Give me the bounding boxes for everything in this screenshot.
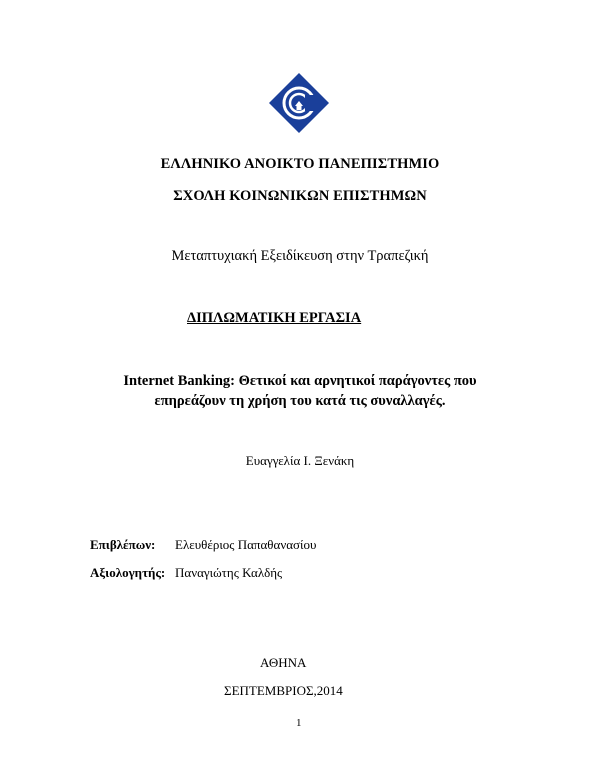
page-number: 1 [296,717,302,729]
examiner-name: Παναγιώτης Καλδής [175,565,283,580]
thesis-title [0,371,600,411]
date: ΣΕΠΤΕΜΒΡΙΟΣ,2014 [224,683,343,698]
university-logo-icon [268,72,330,134]
city: ΑΘΗΝΑ [260,655,307,670]
thesis-title-line-2: επηρεάζουν τη χρήση του κατά τις συναλλαγές. [154,393,446,409]
author-name: Ευαγγελία Ι. Ξενάκη [245,453,355,468]
supervisor-label: Επιβλέπων: [90,537,156,552]
document-type: ΔΙΠΛΩΜΑΤΙΚΗ ΕΡΓΑΣΙΑ [187,310,362,326]
supervisor-name: Ελευθέριος Παπαθανασίου [175,537,317,552]
university-name: ΕΛΛΗΝΙΚΟ ΑΝΟΙΚΤΟ ΠΑΝΕΠΙΣΤΗΜΙΟ [160,156,440,172]
program-name: Μεταπτυχιακή Εξειδίκευση στην Τραπεζική [171,248,429,264]
school-name: ΣΧΟΛΗ ΚΟΙΝΩΝΙΚΩΝ ΕΠΙΣΤΗΜΩΝ [173,188,427,204]
examiner-label: Αξιολογητής: [90,565,166,580]
thesis-title-line-1: Internet Banking: Θετικοί και αρνητικοί παράγοντες που [123,373,477,389]
